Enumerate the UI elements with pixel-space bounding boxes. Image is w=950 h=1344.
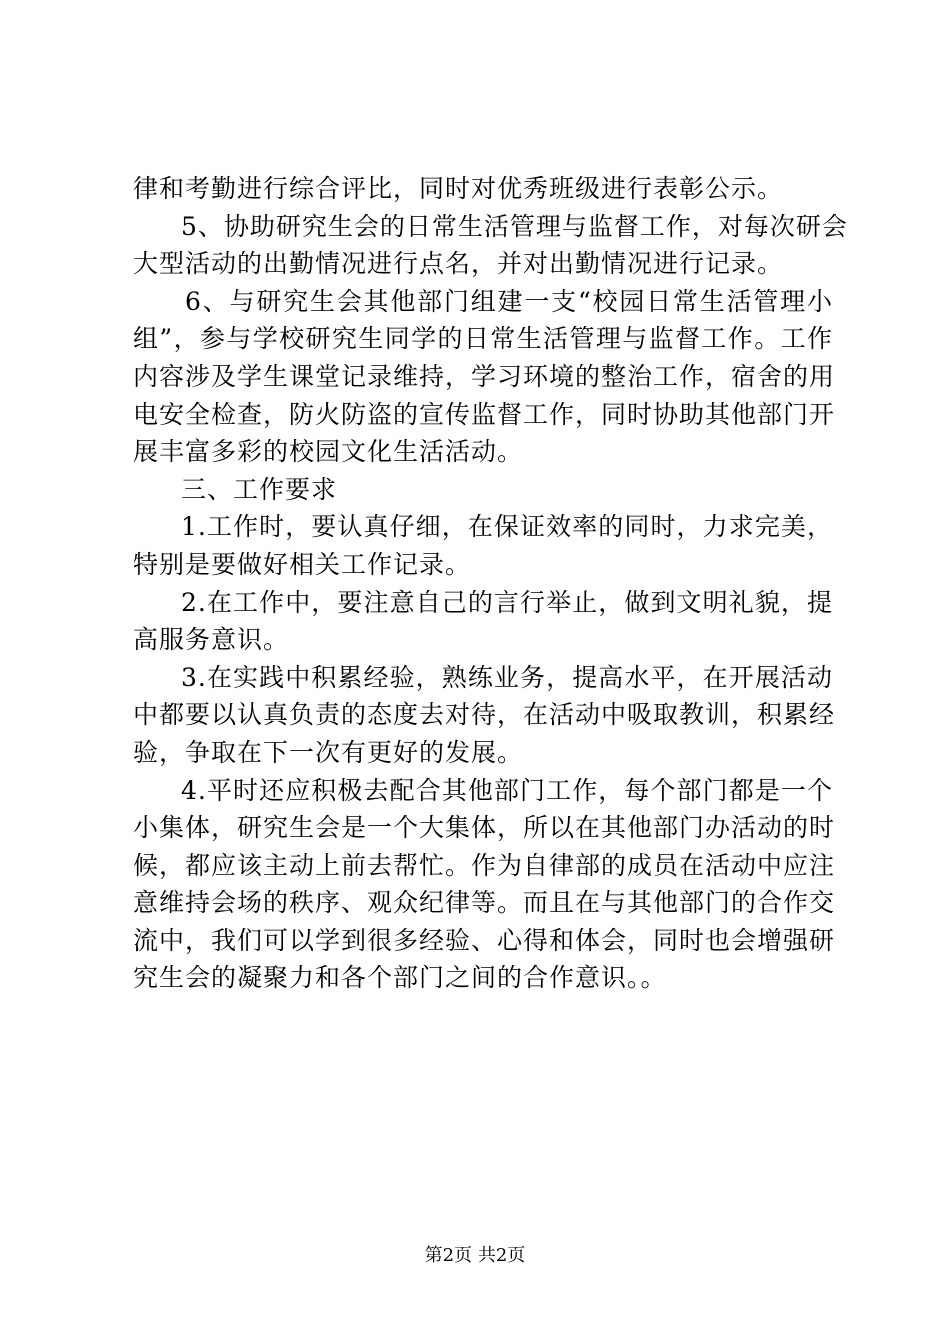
paragraph-line: 电安全检查，防火防盗的宣传监督工作，同时协助其他部门开 [133, 399, 836, 429]
paragraph-line: 流中，我们可以学到很多经验、心得和体会，同时也会增强研 [133, 925, 836, 955]
paragraph-line: 高服务意识。 [133, 625, 290, 655]
paragraph-line: 究生会的凝聚力和各个部门之间的合作意识。。 [133, 963, 667, 993]
paragraph-line: 6、与研究生会其他部门组建一支“校园日常生活管理小 [185, 286, 833, 316]
paragraph-line: 验，争取在下一次有更好的发展。 [133, 737, 524, 767]
paragraph-line: 1.工作时，要认真仔细，在保证效率的同时，力求完美， [181, 512, 833, 542]
paragraph-line: 3.在实践中积累经验，熟练业务，提高水平，在开展活动 [181, 662, 833, 692]
paragraph-line: 意维持会场的秩序、观众纪律等。而且在与其他部门的合作交 [133, 888, 836, 918]
paragraph-line: 律和考勤进行综合评比，同时对优秀班级进行表彰公示。 [133, 174, 784, 203]
page-number-footer: 第2页 共2页 [424, 1245, 526, 1266]
paragraph-line: 候，都应该主动上前去帮忙。作为自律部的成员在活动中应注 [133, 850, 836, 880]
paragraph-line: 中都要以认真负责的态度去对待，在活动中吸取教训，积累经 [133, 700, 836, 730]
paragraph-line: 特别是要做好相关工作记录。 [133, 549, 472, 579]
paragraph-line: 4.平时还应积极去配合其他部门工作，每个部门都是一个 [181, 775, 833, 805]
paragraph-line: 内容涉及学生课堂记录维持，学习环境的整治工作，宿舍的用 [133, 361, 836, 391]
paragraph-line: 2.在工作中，要注意自己的言行举止，做到文明礼貌，提 [181, 587, 833, 617]
paragraph-line: 展丰富多彩的校园文化生活活动。 [133, 437, 524, 467]
paragraph-line: 5、协助研究生会的日常生活管理与监督工作，对每次研会 [181, 211, 848, 241]
paragraph-line: 小集体，研究生会是一个大集体，所以在其他部门办活动的时 [133, 813, 836, 843]
paragraph-line: 组”，参与学校研究生同学的日常生活管理与监督工作。工作 [133, 324, 833, 354]
document-body [133, 170, 848, 997]
section-heading: 三、工作要求 [181, 474, 338, 504]
paragraph-line: 大型活动的出勤情况进行点名，并对出勤情况进行记录。 [133, 249, 784, 279]
